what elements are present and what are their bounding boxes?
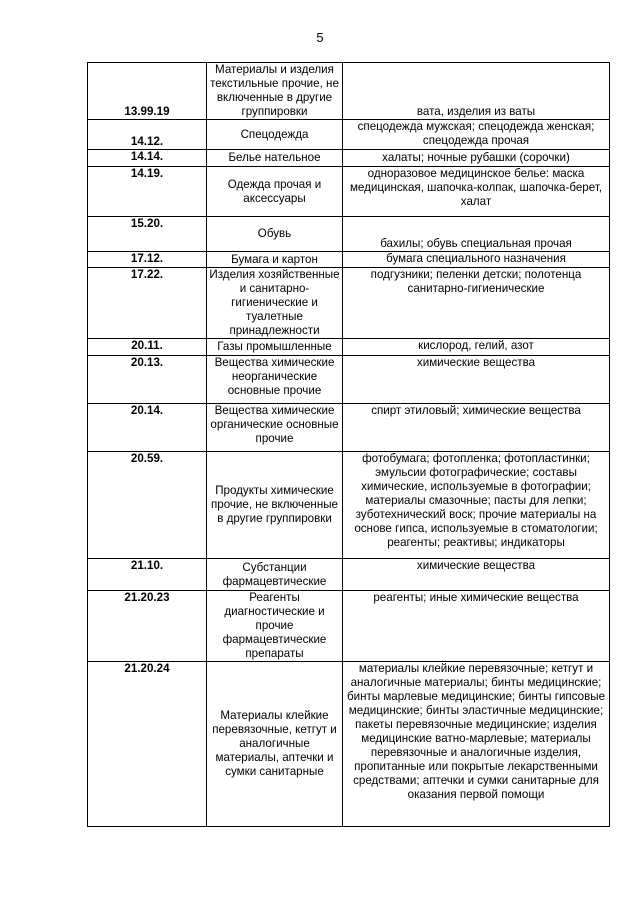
description-cell: химические вещества (343, 559, 610, 591)
description-cell: бумага специального назначения (343, 252, 610, 268)
name-cell: Обувь (207, 217, 343, 252)
table-row (88, 404, 610, 452)
name-cell: Газы промышленные (207, 339, 343, 356)
description-cell: материалы клейкие перевязочные; кетгут и аналогичные материалы; бинты медицинские; бинты марлевые медицинские; бинты гипсовые медицинские; бинты эластичные медицинские; пакеты перевязочные медицинские; изделия медицинские ватно-марлевые; материалы перевязочные и аналогичные изделия, пропитанные или покрытые лекарственными средствами; аптечки и сумки санитарные для оказания первой помощи (343, 662, 610, 827)
name-cell: Вещества химические неорганические основные прочие (207, 356, 343, 404)
table-row (88, 662, 610, 827)
description-cell: фотобумага; фотопленка; фотопластинки; эмульсии фотографические; составы химические, используемые в фотографии; материалы смазочные; пасты для лепки; зуботехнический воск; прочие материалы на основе гипса, используемые в стоматологии; реагенты; реактивы; индикаторы (343, 452, 610, 559)
name-cell: Вещества химические органические основные прочие (207, 404, 343, 452)
code-cell: 14.14. (88, 150, 207, 167)
code-cell: 21.10. (88, 559, 207, 591)
code-cell: 20.13. (88, 356, 207, 404)
table-row (88, 252, 610, 268)
code-cell: 17.22. (88, 268, 207, 339)
description-cell: вата, изделия из ваты (343, 63, 610, 120)
okpd-codes-table (87, 62, 610, 827)
description-cell: подгузники; пеленки детски; полотенца санитарно-гигиенические (343, 268, 610, 339)
name-cell: Реагенты диагностические и прочие фармацевтические препараты (207, 591, 343, 662)
page-number: 5 (316, 30, 324, 45)
code-cell: 20.59. (88, 452, 207, 559)
description-cell: спецодежда мужская; спецодежда женская; спецодежда прочая (343, 120, 610, 150)
description-cell: реагенты; иные химические вещества (343, 591, 610, 662)
table-row (88, 167, 610, 217)
code-cell: 17.12. (88, 252, 207, 268)
name-cell: Материалы клейкие перевязочные, кетгут и аналогичные материалы, аптечки и сумки санитарные (207, 662, 343, 827)
name-cell: Белье нательное (207, 150, 343, 167)
table-row (88, 150, 610, 167)
description-cell: химические вещества (343, 356, 610, 404)
table-row (88, 591, 610, 662)
description-cell: одноразовое медицинское белье: маска медицинская, шапочка-колпак, шапочка-берет, халат (343, 167, 610, 217)
code-cell: 20.11. (88, 339, 207, 356)
name-cell: Материалы и изделия текстильные прочие, не включенные в другие группировки (207, 63, 343, 120)
name-cell: Изделия хозяйственные и санитарно-гигиенические и туалетные принадлежности (207, 268, 343, 339)
table-row (88, 120, 610, 150)
table-row (88, 559, 610, 591)
code-cell: 21.20.24 (88, 662, 207, 827)
name-cell: Спецодежда (207, 120, 343, 150)
table-row (88, 268, 610, 339)
table-row (88, 339, 610, 356)
table-row (88, 217, 610, 252)
description-cell: бахилы; обувь специальная прочая (343, 217, 610, 252)
name-cell: Субстанции фармацевтические (207, 559, 343, 591)
table-row (88, 356, 610, 404)
code-cell: 13.99.19 (88, 63, 207, 120)
description-cell: спирт этиловый; химические вещества (343, 404, 610, 452)
code-cell: 15.20. (88, 217, 207, 252)
table-row (88, 63, 610, 120)
description-cell: халаты; ночные рубашки (сорочки) (343, 150, 610, 167)
description-cell: кислород, гелий, азот (343, 339, 610, 356)
name-cell: Продукты химические прочие, не включенные в другие группировки (207, 452, 343, 559)
code-cell: 14.19. (88, 167, 207, 217)
code-cell: 20.14. (88, 404, 207, 452)
code-cell: 21.20.23 (88, 591, 207, 662)
code-cell: 14.12. (88, 120, 207, 150)
name-cell: Бумага и картон (207, 252, 343, 268)
name-cell: Одежда прочая и аксессуары (207, 167, 343, 217)
table-row (88, 452, 610, 559)
